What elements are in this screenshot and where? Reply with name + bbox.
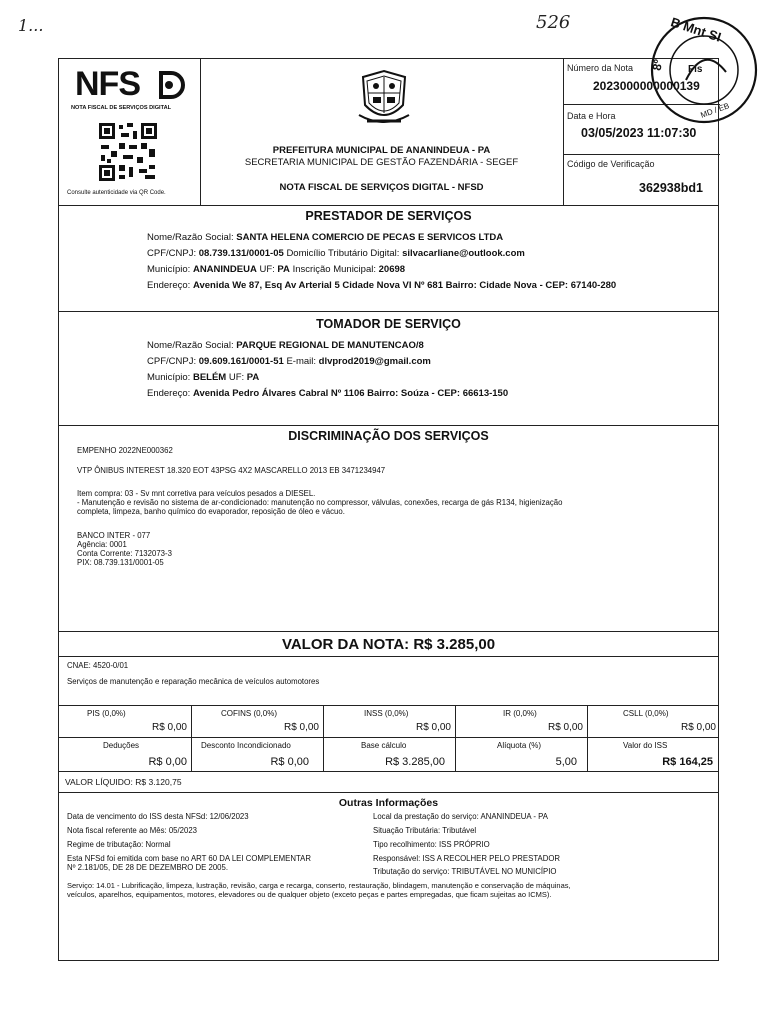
outras-title: Outras Informações — [338, 797, 439, 809]
outras-r1: Local da prestação do serviço: ANANINDEUA - PA — [373, 812, 548, 821]
tax-pis-value: R$ 0,00 — [151, 722, 187, 733]
qr-caption: Consulte autenticidade via QR Code. — [67, 190, 166, 196]
outras-l5: Nº 2.181/05, DE 28 DE DEZEMBRO DE 2005. — [67, 863, 229, 872]
invoice-document — [58, 58, 719, 961]
outras-l2: Nota fiscal referente ao Mês: 05/2023 — [67, 826, 198, 835]
stamp-number: 8º — [649, 58, 666, 72]
tax-cofins-value: R$ 0,00 — [283, 722, 319, 733]
prestador-cnpj-line: CPF/CNPJ: 08.739.131/0001-05 Domicílio Tributário Digital: silvacarliane@outlook.com — [147, 248, 525, 259]
outras-servico-2: veículos, aparelhos, equipamentos, motores, elevadores ou de qualquer objeto (exceto peças e partes empregadas, que ficam sujeitas ao ICMS). — [67, 890, 552, 899]
stamp-top-text: B Mnt SI — [668, 14, 724, 45]
desconto-label: Desconto Incondicionado — [201, 741, 291, 750]
outras-l1: Data de vencimento do ISS desta NFSd: 12/06/2023 — [67, 812, 249, 821]
handwritten-mark: 1... — [18, 16, 44, 35]
tax-ir-label: IR (0,0%) — [503, 709, 537, 718]
discriminacao-title: DISCRIMINAÇÃO DOS SERVIÇOS — [288, 429, 489, 443]
data-hora-label: Data e Hora — [567, 111, 616, 121]
tax-csll-label: CSLL (0,0%) — [623, 709, 669, 718]
outras-r4: Responsável: ISS A RECOLHER PELO PRESTADOR — [373, 854, 561, 863]
outras-r3: Tipo recolhimento: ISS PRÓPRIO — [373, 840, 490, 849]
tomador-endereco-line: Endereço: Avenida Pedro Álvares Cabral Nº 1106 Bairro: Soúza - CEP: 66613-150 — [147, 388, 509, 399]
nfs-logo: NFS — [75, 65, 140, 103]
tax-inss-label: INSS (0,0%) — [364, 709, 409, 718]
data-hora-value: 03/05/2023 11:07:30 — [581, 126, 697, 140]
pix-text: PIX: 08.739.131/0001-05 — [77, 558, 164, 567]
aliquota-value: 5,00 — [555, 756, 577, 768]
tomador-cnpj-line: CPF/CNPJ: 09.609.161/0001-51 E-mail: dlvprod2019@gmail.com — [147, 356, 431, 367]
qr-code — [97, 121, 159, 188]
outras-l3: Regime de tributação: Normal — [67, 840, 171, 849]
tomador-nome-line: Nome/Razão Social: PARQUE REGIONAL DE MANUTENCAO/8 — [147, 340, 424, 351]
deducoes-label: Deduções — [103, 741, 140, 750]
desconto-value: R$ 0,00 — [270, 756, 309, 768]
header-nfsd-title: NOTA FISCAL DE SERVIÇOS DIGITAL - NFSD — [279, 182, 484, 193]
tomador-title: TOMADOR DE SERVIÇO — [316, 317, 461, 331]
deducoes-value: R$ 0,00 — [148, 756, 187, 768]
prestador-title: PRESTADOR DE SERVIÇOS — [305, 209, 472, 223]
tax-pis-label: PIS (0,0%) — [87, 709, 126, 718]
round-stamp — [648, 14, 760, 126]
stamp-fls: Fls — [688, 64, 703, 75]
nfs-d-icon — [155, 69, 187, 106]
codigo-value: 362938bd1 — [639, 181, 703, 195]
header-secretaria: SECRETARIA MUNICIPAL DE GESTÃO FAZENDÁRIA - SEGEF — [244, 157, 519, 168]
conta-text: Conta Corrente: 7132073-3 — [77, 549, 172, 558]
tomador-municipio-line: Município: BELÉM UF: PA — [147, 372, 260, 383]
tax-inss-value: R$ 0,00 — [415, 722, 451, 733]
base-calculo-value: R$ 3.285,00 — [385, 756, 445, 768]
empenho-text: EMPENHO 2022NE000362 — [77, 446, 173, 455]
outras-l4: Esta NFSd foi emitida com base no ART 60 DA LEI COMPLEMENTAR — [67, 854, 311, 863]
numero-label: Número da Nota — [567, 63, 634, 73]
prestador-nome-line: Nome/Razão Social: SANTA HELENA COMERCIO DE PECAS E SERVICOS LTDA — [147, 232, 504, 243]
banco-text: BANCO INTER - 077 — [77, 531, 151, 540]
tax-cofins-label: COFINS (0,0%) — [221, 709, 278, 718]
cnae-code: CNAE: 4520-0/01 — [67, 661, 129, 670]
base-calculo-label: Base cálculo — [361, 741, 407, 750]
cnae-desc: Serviços de manutenção e reparação mecânica de veículos automotores — [67, 677, 320, 686]
stamp-bottom-text: MD / EB — [699, 101, 731, 120]
manutencao-line-1: - Manutenção e revisão no sistema de ar-condicionado: manutenção no compressor, válvulas, conexões, recarga de gás R134, higienização — [77, 498, 563, 507]
tax-csll-value: R$ 0,00 — [680, 722, 716, 733]
tax-ir-value: R$ 0,00 — [547, 722, 583, 733]
codigo-label: Código de Verificação — [567, 159, 655, 169]
outras-r5: Tributação do serviço: TRIBUTÁVEL NO MUNICÍPIO — [373, 867, 557, 876]
nfs-subtitle: NOTA FISCAL DE SERVIÇOS DIGITAL — [71, 105, 172, 111]
prestador-municipio-line: Município: ANANINDEUA UF: PA Inscrição Municipal: 20698 — [147, 264, 406, 275]
valor-nota: VALOR DA NOTA: R$ 3.285,00 — [281, 636, 496, 653]
prestador-endereco-line: Endereço: Avenida We 87, Esq Av Arterial 5 Cidade Nova VI Nº 681 Bairro: Cidade Nova - CEP: 67140-280 — [147, 280, 617, 291]
valor-iss-value: R$ 164,25 — [662, 756, 713, 768]
valor-iss-label: Valor do ISS — [623, 741, 668, 750]
valor-liquido: VALOR LÍQUIDO: R$ 3.120,75 — [65, 777, 182, 787]
coat-of-arms-icon — [357, 67, 411, 136]
outras-servico-1: Serviço: 14.01 - Lubrificação, limpeza, lustração, revisão, carga e recarga, conserto, restauração, blindagem, manutenção e conservação de máquinas, — [67, 881, 571, 890]
aliquota-label: Alíquota (%) — [497, 741, 542, 750]
header-prefeitura: PREFEITURA MUNICIPAL DE ANANINDEUA - PA — [272, 145, 491, 156]
outras-r2: Situação Tributária: Tributável — [373, 826, 477, 835]
agencia-text: Agência: 0001 — [77, 540, 127, 549]
item-compra-text: Item compra: 03 - Sv mnt corretiva para veículos pesados a DIESEL. — [77, 489, 316, 498]
vtp-text: VTP ÔNIBUS INTEREST 18.320 EOT 43PSG 4X2 MASCARELLO 2013 EB 3471234947 — [77, 466, 386, 475]
handwritten-page-number: 526 — [536, 12, 571, 33]
manutencao-line-2: completa, limpeza, banho químico do evaporador, reposição de óleo e vácuo. — [77, 507, 345, 516]
numero-value: 2023000000000139 — [593, 79, 700, 93]
